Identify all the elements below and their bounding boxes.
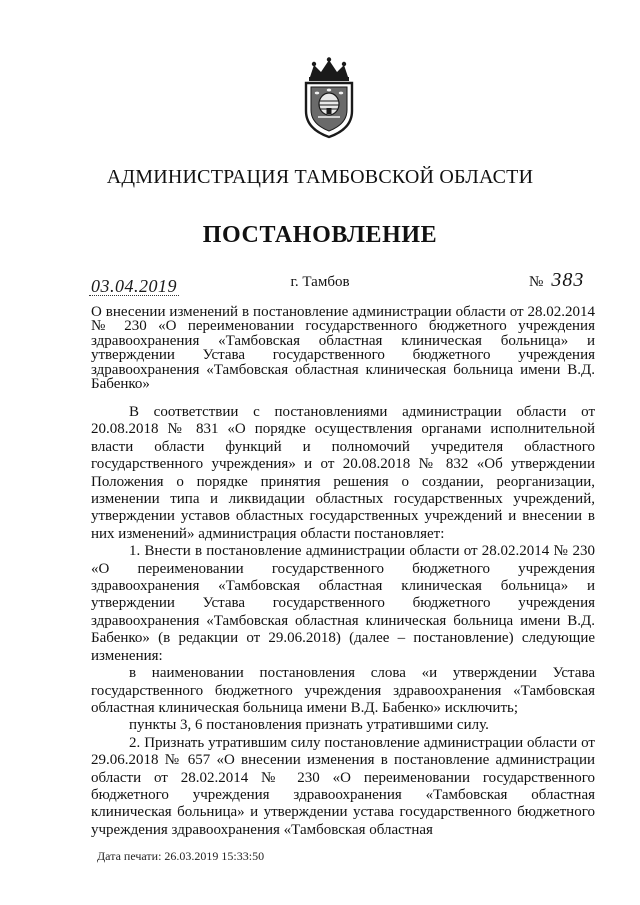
- number-value: 383: [551, 269, 585, 291]
- resolution-title: О внесении изменений в постановление администрации области от 28.02.2014 № 230 «О переименовании государственного бюджетного учреждения здравоохранения «Тамбовская областная клиническая больница» и утверждении Устава государственного бюджетного учреждения здравоохранения «Тамбовская областная клиническая больница имени В.Д. Бабенко»: [91, 304, 595, 393]
- coat-of-arms-icon: [296, 57, 362, 139]
- city-name: г. Тамбов: [290, 274, 350, 290]
- document-body: [91, 404, 595, 839]
- date-underline: [89, 295, 179, 296]
- number-label: №: [529, 274, 544, 290]
- paragraph-item-1-change-b: пункты 3, 6 постановления признать утратившими силу.: [129, 717, 489, 734]
- paragraph-item-1-change-a: в наименовании постановления слова «и утверждении Устава государственного бюджетного учреждения здравоохранения «Тамбовская областная клиническая больница имени В.Д. Бабенко» исключить;: [91, 665, 595, 716]
- document-type-title: ПОСТАНОВЛЕНИЕ: [202, 222, 438, 248]
- organization-name: АДМИНИСТРАЦИЯ ТАМБОВСКОЙ ОБЛАСТИ: [106, 166, 534, 188]
- paragraph-item-1: 1. Внести в постановление администрации области от 28.02.2014 № 230 «О переименовании государственного бюджетного учреждения здравоохранения «Тамбовская областная клиническая больница» и утверждении Устава государственного бюджетного учреждения здравоохранения «Тамбовская областная клиническая больница имени В.Д. Бабенко» (в редакции от 29.06.2018) (далее – постановление) следующие изменения:: [91, 543, 595, 664]
- print-date-footer: Дата печати: 26.03.2019 15:33:50: [97, 849, 265, 863]
- paragraph-item-2: 2. Признать утратившим силу постановление администрации области от 29.06.2018 № 657 «О внесении изменения в постановление администрации области от 28.02.2014 № 230 «О переименовании государственного бюджетного учреждения здравоохранения «Тамбовская областная клиническая больница» и утверждении устава государственного бюджетного учреждения здравоохранения «Тамбовская областная: [91, 734, 595, 838]
- paragraph-preamble: В соответствии с постановлениями администрации области от 20.08.2018 № 831 «О порядке осуществления органами исполнительной власти области функций и полномочий учредителя областного государственного учреждения» и от 20.08.2018 № 832 «Об утверждении Положения о порядке принятия решения о создании, реорганизации, изменении типа и ликвидации областных государственных учреждений, утверждении уставов областных государственных учреждений и внесении в них изменений» администрация области постановляет:: [91, 404, 595, 542]
- document-number: [529, 269, 584, 292]
- document-date-value: 03.04.2019: [91, 276, 177, 296]
